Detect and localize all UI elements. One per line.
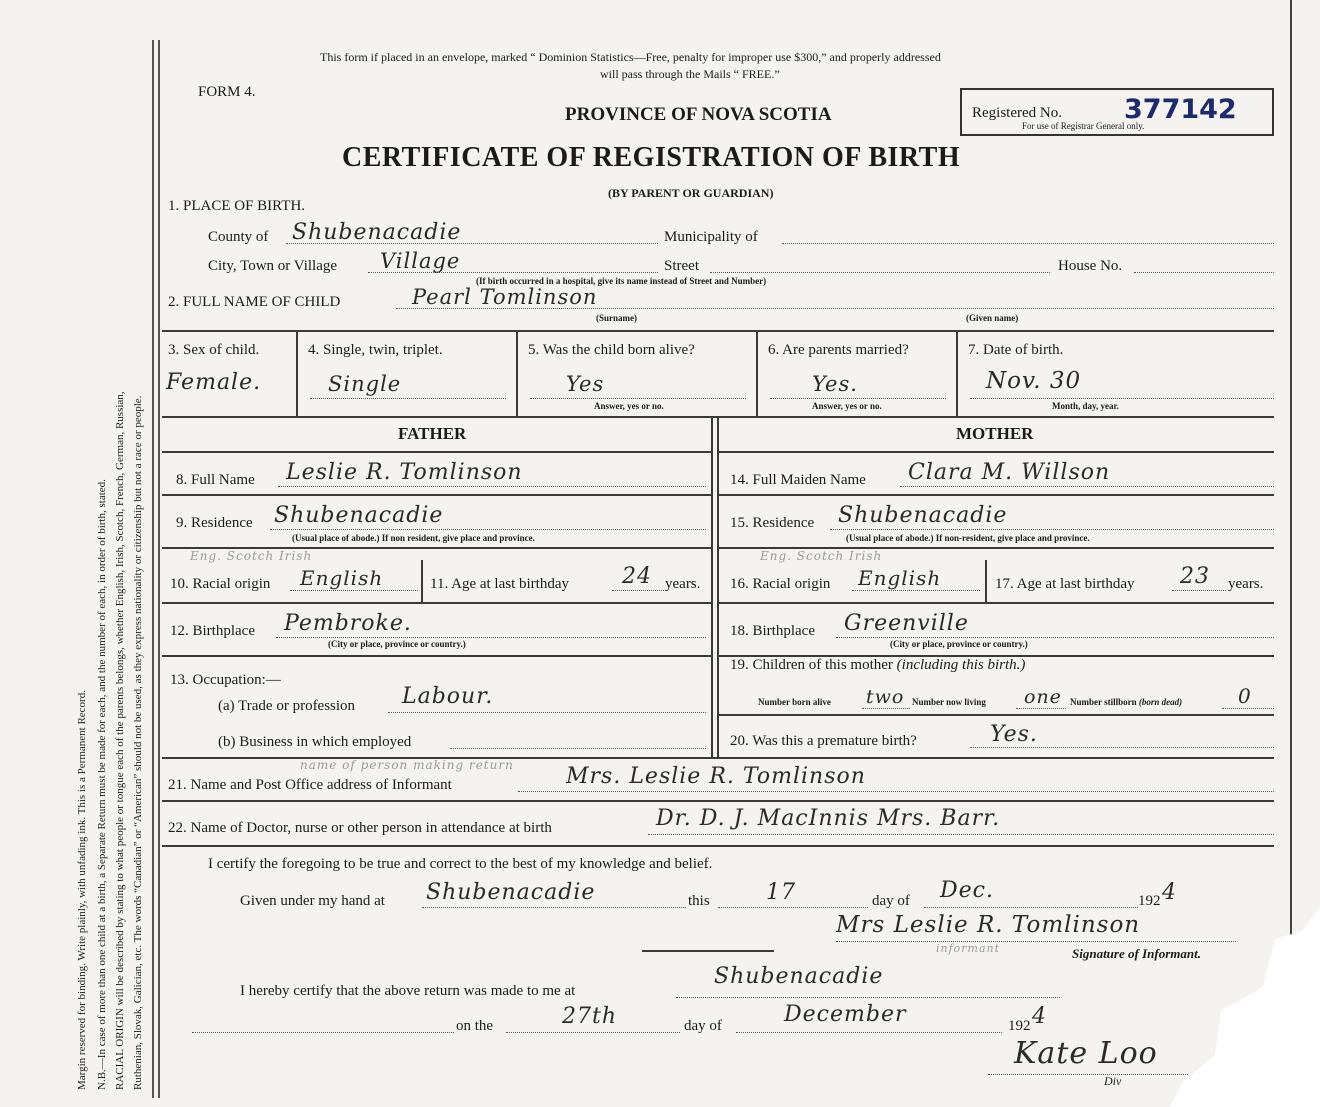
married-value: Yes. (812, 372, 858, 396)
hospital-note: (If birth occurred in a hospital, give its name instead of Street and Number) (476, 276, 767, 286)
signature-line (836, 941, 1236, 942)
rule (956, 330, 958, 416)
registered-label: Registered No. (972, 105, 1062, 121)
stillborn-label-text: Number stillborn (1070, 697, 1137, 707)
mother-residence-note: (Usual place of abode.) If non-resident, give place and province. (846, 533, 1090, 543)
mother-age-value: 23 (1180, 564, 1210, 589)
rule (719, 494, 1274, 496)
trade-label: (a) Trade or profession (218, 698, 356, 714)
mother-birthplace-value: Greenville (844, 611, 969, 636)
rule (516, 330, 518, 416)
margin-line (158, 40, 160, 1098)
informant-line (518, 791, 1274, 792)
plurality-value: Single (328, 372, 402, 396)
dob-value: Nov. 30 (986, 368, 1082, 394)
county-label: County of (208, 229, 269, 245)
rule (162, 655, 711, 657)
father-birthplace-note: (City or place, province or country.) (328, 639, 466, 649)
sex-value: Female. (166, 370, 262, 395)
father-age-label: 11. Age at last birthday (430, 576, 569, 592)
business-line (450, 748, 706, 749)
father-birthplace-value: Pembroke. (284, 611, 412, 636)
premature-label: 20. Was this a premature birth? (730, 733, 917, 749)
rule (985, 560, 987, 602)
stillborn-line (1222, 708, 1274, 709)
father-name-value: Leslie R. Tomlinson (286, 460, 523, 485)
house-line (1134, 272, 1274, 273)
mother-residence-label: 15. Residence (730, 515, 815, 531)
city-label: City, Town or Village (208, 258, 338, 274)
division-label: Div (1104, 1074, 1122, 1088)
father-heading: FATHER (398, 424, 467, 443)
mother-race-pencil: Eng. Scotch Irish (760, 549, 883, 563)
certify-statement: I certify the foregoing to be true and correct to the best of my knowledge and belief. (208, 856, 713, 872)
certificate-subtitle: (BY PARENT OR GUARDIAN) (608, 186, 774, 200)
mother-race-label: 16. Racial origin (730, 576, 831, 592)
informant-pencil: name of person making return (300, 758, 514, 772)
child-name-label: 2. FULL NAME OF CHILD (168, 294, 341, 310)
given-place-value: Shubenacadie (426, 880, 596, 905)
plurality-label: 4. Single, twin, triplet. (308, 342, 443, 358)
father-birthplace-line (276, 637, 706, 638)
registration-place-value: Shubenacadie (714, 964, 884, 989)
given-under-label: Given under my hand at (240, 893, 385, 909)
trade-value: Labour. (402, 684, 494, 709)
mother-race-value: English (858, 566, 942, 590)
envelope-note-2: will pass through the Mails “ FREE.” (600, 67, 780, 81)
father-name-line (278, 486, 706, 487)
father-race-line (290, 590, 418, 591)
informant-signature: Mrs Leslie R. Tomlinson (836, 912, 1141, 938)
registration-day-value: 27th (562, 1004, 618, 1029)
county-value: Shubenacadie (292, 220, 462, 245)
registration-place-line (676, 997, 1060, 998)
this-label: this (688, 893, 710, 909)
rule (642, 950, 774, 952)
now-living-count: one (1024, 686, 1062, 708)
married-line (770, 398, 946, 399)
province-heading: PROVINCE OF NOVA SCOTIA (565, 104, 832, 125)
street-label: Street (664, 258, 699, 274)
signature-caption: Signature of Informant. (1072, 946, 1201, 961)
mother-birthplace-line (836, 637, 1274, 638)
registration-day-line (506, 1032, 680, 1033)
given-day-value: 17 (766, 880, 796, 905)
children-note: (including this birth.) (896, 657, 1026, 673)
rule (756, 330, 758, 416)
signature-pencil: informant (936, 942, 1001, 955)
father-race-value: English (300, 566, 384, 590)
rule (162, 330, 1274, 332)
father-years: years. (665, 576, 701, 592)
house-label: House No. (1058, 258, 1123, 274)
born-alive-count: two (866, 686, 905, 708)
born-alive-value: Yes (566, 372, 605, 396)
envelope-note: This form if placed in an envelope, marked “ Dominion Statistics—Free, penalty for improper use $300,” and properly addressed (320, 50, 941, 64)
born-alive-label: 5. Was the child born alive? (528, 342, 695, 358)
doctor-line (648, 834, 1274, 835)
rule (421, 560, 423, 602)
rule (162, 845, 1274, 847)
mother-name-label: 14. Full Maiden Name (730, 472, 866, 488)
mother-heading: MOTHER (956, 424, 1034, 443)
business-label: (b) Business in which employed (218, 734, 412, 750)
surname-note: (Surname) (596, 313, 637, 323)
rule (717, 416, 719, 758)
rule (162, 800, 1274, 802)
father-residence-value: Shubenacadie (274, 503, 444, 528)
father-age-line (612, 590, 664, 591)
father-residence-note: (Usual place of abode.) If non resident, give place and province. (292, 533, 535, 543)
mother-race-line (852, 590, 980, 591)
rule (719, 714, 1274, 716)
margin-note-4: Ruthenian, Slovak, Galician, etc. The words “Canadian” or “American” should not be used, as they express nationality or citizenship but not a race or people. (132, 395, 144, 1090)
city-value: Village (380, 249, 461, 273)
registration-year-hand: 4 (1032, 1004, 1047, 1029)
informant-label: 21. Name and Post Office address of Informant (168, 777, 452, 793)
hereby-certify: I hereby certify that the above return was made to me at (240, 983, 576, 999)
rule (162, 451, 711, 453)
given-year-hand: 4 (1162, 880, 1177, 905)
registered-number: 377142 (1124, 94, 1237, 125)
registration-blank-line (192, 1032, 454, 1033)
dob-note: Month, day, year. (1052, 401, 1119, 411)
right-border (1290, 0, 1292, 1000)
registration-year-print: 192 (1008, 1018, 1031, 1034)
municipality-line (782, 243, 1274, 244)
child-name-value: Pearl Tomlinson (412, 285, 598, 309)
now-living-label: Number now living (912, 697, 986, 707)
married-label: 6. Are parents married? (768, 342, 909, 358)
margin-note-3: RACIAL ORIGIN will be described by stating to what people or tongue each of the parents belongs, whether English, Irish, Scotch, French, German, Russian, (114, 391, 126, 1090)
margin-line (152, 40, 154, 1098)
occupation-label: 13. Occupation:— (170, 672, 281, 688)
mother-residence-value: Shubenacadie (838, 503, 1008, 528)
mother-birthplace-note: (City or place, province or country.) (890, 639, 1028, 649)
given-year-print: 192 (1138, 893, 1161, 909)
rule (162, 494, 711, 496)
premature-value: Yes. (990, 722, 1038, 747)
registrar-signature: Kate Loo (1014, 1036, 1158, 1071)
father-residence-line (270, 529, 706, 530)
mother-residence-line (830, 529, 1274, 530)
stillborn-label (1070, 697, 1182, 707)
father-residence-label: 9. Residence (176, 515, 253, 531)
registered-number-box (960, 88, 1274, 136)
premature-line (970, 747, 1274, 748)
registrar-note: For use of Registrar General only. (1022, 121, 1145, 131)
certificate-title: CERTIFICATE OF REGISTRATION OF BIRTH (342, 142, 961, 173)
father-age-value: 24 (622, 564, 652, 589)
margin-note-2: N.B.—In case of more than one child at a birth, a Separate Return must be made for each, and the number of each, in order of birth, stated. (96, 479, 108, 1090)
mother-name-line (900, 486, 1274, 487)
father-name-label: 8. Full Name (176, 472, 255, 488)
given-place-line (422, 907, 686, 908)
now-living-line (1016, 708, 1066, 709)
mother-birthplace-label: 18. Birthplace (730, 623, 815, 639)
municipality-label: Municipality of (664, 229, 758, 245)
doctor-value: Dr. D. J. MacInnis Mrs. Barr. (656, 806, 1001, 831)
registrar-signature-line (988, 1074, 1188, 1075)
mother-years: years. (1228, 576, 1264, 592)
given-name-note: (Given name) (966, 313, 1019, 323)
mother-age-label: 17. Age at last birthday (995, 576, 1135, 592)
mother-age-line (1172, 590, 1226, 591)
plurality-line (310, 398, 506, 399)
dob-label: 7. Date of birth. (968, 342, 1064, 358)
born-alive-line (530, 398, 746, 399)
mother-name-value: Clara M. Willson (908, 460, 1111, 485)
father-race-label: 10. Racial origin (170, 576, 271, 592)
place-of-birth-label: 1. PLACE OF BIRTH. (168, 198, 306, 214)
registration-month-line (736, 1032, 1002, 1033)
stillborn-note: (born dead) (1138, 697, 1183, 707)
registration-month-value: December (784, 1002, 907, 1027)
doctor-label: 22. Name of Doctor, nurse or other person in attendance at birth (168, 820, 552, 836)
married-note: Answer, yes or no. (812, 401, 882, 411)
day-of-label: day of (872, 893, 910, 909)
dob-line (970, 398, 1274, 399)
rule (719, 451, 1274, 453)
reg-day-of-label: day of (684, 1018, 722, 1034)
born-alive-note: Answer, yes or no. (594, 401, 664, 411)
torn-corner (1170, 907, 1320, 1107)
children-label (730, 657, 1025, 674)
father-birthplace-label: 12. Birthplace (170, 623, 255, 639)
given-month-line (924, 907, 1138, 908)
given-month-value: Dec. (940, 878, 994, 903)
born-alive-count-line (862, 708, 910, 709)
rule (296, 330, 298, 416)
rule (162, 602, 711, 604)
sex-label: 3. Sex of child. (168, 342, 260, 358)
rule (719, 602, 1274, 604)
street-line (710, 272, 1050, 273)
children-label-text: 19. Children of this mother (730, 657, 893, 673)
form-number: FORM 4. (198, 84, 256, 100)
father-race-pencil: Eng. Scotch Irish (190, 549, 313, 563)
given-day-line (718, 907, 868, 908)
born-alive-count-label: Number born alive (758, 697, 831, 707)
informant-value: Mrs. Leslie R. Tomlinson (566, 764, 866, 789)
on-the-label: on the (456, 1018, 494, 1034)
margin-note-1: Margin reserved for binding. Write plainly, with unfading ink. This is a Permanent Record. (76, 690, 88, 1090)
stillborn-count: 0 (1238, 684, 1252, 708)
trade-line (388, 712, 706, 713)
rule (711, 416, 713, 758)
